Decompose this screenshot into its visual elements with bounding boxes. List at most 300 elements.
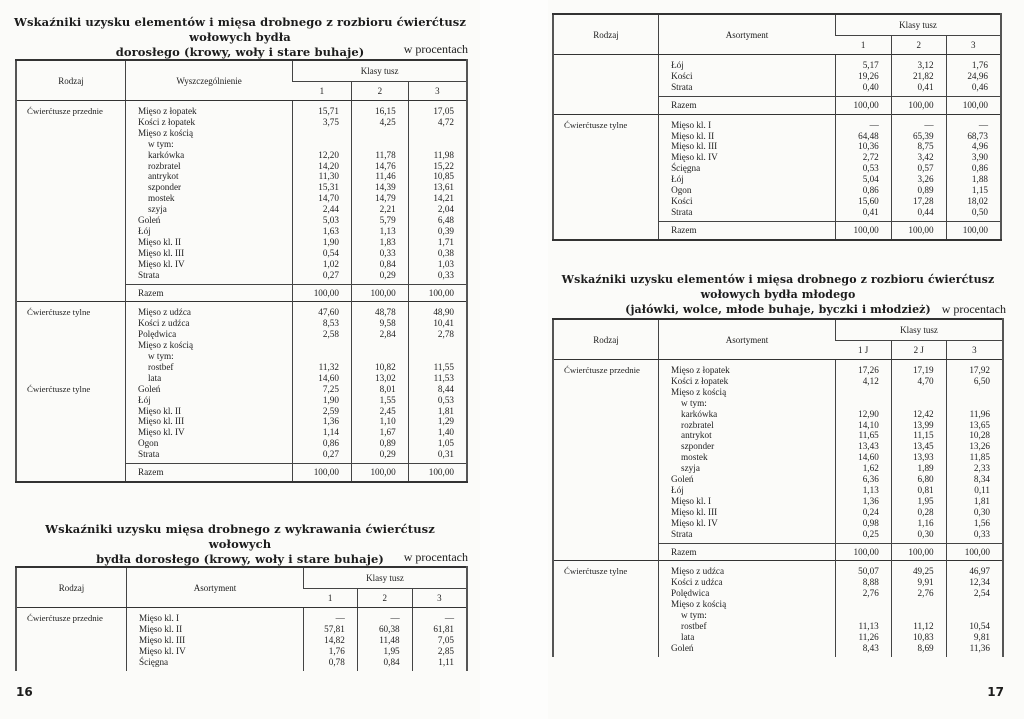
row-label: rostbef — [659, 621, 836, 632]
cell-class-3: 0,30 — [946, 507, 1003, 518]
cell-class-3: 2,33 — [946, 463, 1003, 474]
cell-class-1: 17,26 — [835, 360, 891, 376]
row-category — [16, 226, 125, 237]
cell-class-2: 11,15 — [891, 430, 946, 441]
row-label: Goleń — [659, 474, 836, 485]
row-label: Strata — [125, 449, 292, 463]
row-category — [16, 259, 125, 270]
total-class-1: 100,00 — [835, 96, 891, 114]
table-row — [16, 237, 467, 248]
cell-class-3: 1,56 — [946, 518, 1003, 529]
cell-class-1 — [835, 610, 891, 621]
row-label: Ścięgna — [659, 163, 836, 174]
table-row — [553, 485, 1003, 496]
cell-class-3: 0,33 — [408, 270, 467, 284]
table3 — [552, 318, 1004, 657]
table-row — [16, 318, 467, 329]
cell-class-1: 0,53 — [835, 163, 891, 174]
cell-class-3: 13,26 — [946, 441, 1003, 452]
row-category — [553, 398, 659, 409]
total-label: Razem — [659, 221, 836, 239]
table-row — [16, 302, 467, 318]
row-label: Kości — [659, 71, 836, 82]
row-label: Ogon — [125, 438, 292, 449]
cell-class-3: 1,81 — [946, 496, 1003, 507]
row-category — [553, 420, 659, 431]
cell-class-3: 14,21 — [408, 193, 467, 204]
cell-class-3: 11,85 — [946, 452, 1003, 463]
column-header-class-2: 2 — [891, 36, 946, 55]
cell-class-2: 14,76 — [351, 161, 408, 172]
cell-class-3: 68,73 — [946, 131, 1001, 142]
cell-class-2 — [891, 398, 946, 409]
cell-class-1: 10,36 — [835, 141, 891, 152]
cell-class-1: 12,20 — [293, 150, 352, 161]
row-category: Ćwierćtusze tylne — [553, 114, 659, 130]
column-header-klasy-tusz: Klasy tusz — [835, 319, 1003, 341]
cell-class-1: 5,04 — [835, 174, 891, 185]
row-category — [16, 318, 125, 329]
cell-class-1: 11,32 — [293, 362, 352, 373]
cell-class-3: — — [412, 608, 467, 624]
table-row — [553, 632, 1003, 643]
cell-class-1: 2,59 — [293, 406, 352, 417]
cell-class-3: 4,96 — [946, 141, 1001, 152]
cell-class-1: 2,72 — [835, 152, 891, 163]
table-row — [16, 139, 467, 150]
table-row — [553, 452, 1003, 463]
table-row — [16, 117, 467, 128]
cell-class-2: 2,76 — [891, 588, 946, 599]
table-row — [16, 329, 467, 340]
column-header-class-3: 3 — [946, 341, 1003, 360]
row-label: mostek — [125, 193, 292, 204]
cell-class-2: 8,01 — [351, 384, 408, 395]
cell-class-1: 4,12 — [835, 376, 891, 387]
table3-title-line1: Wskaźniki uzysku elementów i mięsa drobnego z rozbioru ćwierćtusz wołowych bydła młodego — [561, 273, 995, 301]
table1-unit: w procentach — [403, 42, 468, 56]
cell-class-2: 1,13 — [351, 226, 408, 237]
row-category — [16, 646, 127, 657]
row-category: Ćwierćtusze tylne — [553, 561, 659, 577]
cell-class-2: 4,25 — [351, 117, 408, 128]
table-row — [553, 152, 1001, 163]
cell-class-2: 49,25 — [891, 561, 946, 577]
cell-class-2: 21,82 — [891, 71, 946, 82]
cell-class-2: 48,78 — [351, 302, 408, 318]
cell-class-3: 11,55 — [408, 362, 467, 373]
table-row — [553, 360, 1003, 376]
cell-class-3: 0,11 — [946, 485, 1003, 496]
table-row — [16, 624, 467, 635]
column-header-class-1: 1 — [835, 36, 891, 55]
table3-title — [548, 272, 1008, 317]
row-category — [16, 438, 125, 449]
page-number-left: 16 — [16, 685, 33, 699]
table-row — [553, 420, 1003, 431]
total-class-1: 100,00 — [293, 284, 352, 302]
cell-class-1: 1,76 — [303, 646, 357, 657]
cell-class-2: 65,39 — [891, 131, 946, 142]
row-category — [553, 185, 659, 196]
cell-class-2: 11,12 — [891, 621, 946, 632]
cell-class-2: 13,02 — [351, 373, 408, 384]
total-class-2: 100,00 — [891, 96, 946, 114]
row-category — [553, 632, 659, 643]
cell-class-1 — [293, 340, 352, 351]
column-header-klasy-tusz: Klasy tusz — [293, 60, 467, 82]
cell-class-1: 11,13 — [835, 621, 891, 632]
cell-class-3: 24,96 — [946, 71, 1001, 82]
cell-class-2: 3,26 — [891, 174, 946, 185]
row-category — [16, 427, 125, 438]
cell-class-3: 7,05 — [412, 635, 467, 646]
table-row — [553, 518, 1003, 529]
row-label: Łój — [125, 395, 292, 406]
cell-class-3: 11,36 — [946, 643, 1003, 657]
table-row — [16, 635, 467, 646]
cell-class-1: 14,70 — [293, 193, 352, 204]
row-category: Ćwierćtusze tylne — [16, 302, 125, 318]
table1-title-line2: dorosłego (krowy, woły i stare buhaje) — [115, 45, 365, 59]
cell-class-3: 0,31 — [408, 449, 467, 463]
row-category — [16, 362, 125, 373]
cell-class-2: 0,84 — [357, 657, 412, 671]
row-category — [553, 529, 659, 543]
row-category — [16, 171, 125, 182]
total-class-1: 100,00 — [835, 543, 891, 561]
cell-class-3: 10,54 — [946, 621, 1003, 632]
cell-class-2: 0,57 — [891, 163, 946, 174]
cell-class-3: 17,92 — [946, 360, 1003, 376]
row-label: Ścięgna — [127, 657, 304, 671]
column-header-class-3: 3 — [412, 589, 467, 608]
cell-class-3: 10,85 — [408, 171, 467, 182]
cell-class-3: 11,98 — [408, 150, 467, 161]
page-number-right: 17 — [987, 685, 1004, 699]
cell-class-2: 5,79 — [351, 215, 408, 226]
total-row — [16, 464, 467, 482]
column-header-class-2: 2 — [357, 589, 412, 608]
row-category — [16, 284, 125, 302]
table-row — [16, 449, 467, 463]
row-category — [553, 543, 659, 561]
row-label: Mięso kl. IV — [127, 646, 304, 657]
column-header-class-1: 1 — [293, 82, 352, 101]
row-label: rostbef — [125, 362, 292, 373]
total-class-2: 100,00 — [351, 464, 408, 482]
cell-class-3: 61,81 — [412, 624, 467, 635]
table-row — [16, 395, 467, 406]
row-label: Mięso kl. II — [127, 624, 304, 635]
table-row — [16, 362, 467, 373]
cell-class-3: 2,78 — [408, 329, 467, 340]
column-header-class-3: 3 — [946, 36, 1001, 55]
column-header-class-2: 2 — [351, 82, 408, 101]
table1-title-line1: Wskaźniki uzysku elementów i mięsa drobnego z rozbioru ćwierćtusz wołowych bydła — [14, 15, 467, 44]
column-header-rodzaj: Rodzaj — [553, 14, 659, 55]
cell-class-3: 1,40 — [408, 427, 467, 438]
cell-class-2: 0,28 — [891, 507, 946, 518]
row-label: Kości z łopatek — [659, 376, 836, 387]
row-category — [16, 351, 125, 362]
row-label: w tym: — [125, 139, 292, 150]
row-category — [16, 464, 125, 482]
cell-class-1: 5,03 — [293, 215, 352, 226]
total-class-2: 100,00 — [891, 221, 946, 239]
cell-class-2 — [891, 599, 946, 610]
cell-class-2: 1,10 — [351, 416, 408, 427]
cell-class-3 — [946, 398, 1003, 409]
cell-class-3: 3,90 — [946, 152, 1001, 163]
row-label: Mięso kl. III — [125, 416, 292, 427]
table-row — [16, 373, 467, 384]
row-label: Strata — [659, 529, 836, 543]
cell-class-2: 1,95 — [891, 496, 946, 507]
row-label: Polędwica — [659, 588, 836, 599]
cell-class-2: 13,45 — [891, 441, 946, 452]
table1 — [15, 59, 468, 483]
table-row — [553, 196, 1001, 207]
cell-class-3: 2,04 — [408, 204, 467, 215]
cell-class-3 — [408, 128, 467, 139]
row-label: Mięso kl. IV — [659, 518, 836, 529]
total-class-1: 100,00 — [293, 464, 352, 482]
table-row — [16, 248, 467, 259]
cell-class-3 — [408, 139, 467, 150]
cell-class-3 — [408, 340, 467, 351]
cell-class-2: 12,42 — [891, 409, 946, 420]
cell-class-3: 1,05 — [408, 438, 467, 449]
cell-class-1 — [835, 599, 891, 610]
row-label: Mięso kl. I — [659, 114, 836, 130]
cell-class-3: 1,15 — [946, 185, 1001, 196]
cell-class-1: — — [303, 608, 357, 624]
row-label: Strata — [125, 270, 292, 284]
cell-class-1: 11,26 — [835, 632, 891, 643]
row-category — [553, 485, 659, 496]
cell-class-2: 6,80 — [891, 474, 946, 485]
cell-class-1: 12,90 — [835, 409, 891, 420]
row-label: szyja — [125, 204, 292, 215]
row-label: Mięso kl. III — [659, 141, 836, 152]
table-row — [553, 430, 1003, 441]
row-label: Mięso z kością — [659, 599, 836, 610]
cell-class-1: 8,43 — [835, 643, 891, 657]
table-row — [16, 438, 467, 449]
cell-class-1: 1,90 — [293, 237, 352, 248]
cell-class-3: 4,72 — [408, 117, 467, 128]
cell-class-3: 11,96 — [946, 409, 1003, 420]
table-row — [16, 171, 467, 182]
row-category — [553, 131, 659, 142]
table-row — [553, 496, 1003, 507]
row-category — [16, 182, 125, 193]
row-label: karkówka — [125, 150, 292, 161]
row-category — [16, 139, 125, 150]
total-row — [553, 221, 1001, 239]
cell-class-1 — [293, 139, 352, 150]
cell-class-2: 2,45 — [351, 406, 408, 417]
row-label: Mięso kl. IV — [125, 259, 292, 270]
row-category — [16, 624, 127, 635]
cell-class-2 — [351, 351, 408, 362]
row-label: Goleń — [125, 215, 292, 226]
row-category — [16, 406, 125, 417]
row-category — [16, 395, 125, 406]
cell-class-2: 8,75 — [891, 141, 946, 152]
row-category — [16, 117, 125, 128]
row-category: Ćwierćtusze przednie — [27, 613, 103, 623]
cell-class-1: 5,17 — [835, 55, 891, 71]
row-label: Mięso kl. III — [125, 248, 292, 259]
row-category — [553, 463, 659, 474]
row-label: Mięso kl. IV — [125, 427, 292, 438]
cell-class-2: 2,84 — [351, 329, 408, 340]
cell-class-1: 2,44 — [293, 204, 352, 215]
cell-class-3: 1,03 — [408, 259, 467, 270]
row-label: Polędwica — [125, 329, 292, 340]
table-row — [553, 387, 1003, 398]
row-category: Ćwierćtusze przednie — [564, 365, 640, 375]
row-label: Ogon — [659, 185, 836, 196]
table2-continued — [552, 13, 1002, 241]
cell-class-1: 13,43 — [835, 441, 891, 452]
row-label: Mięso z łopatek — [125, 101, 292, 117]
row-category — [553, 474, 659, 485]
column-header-class-3: 3 — [408, 82, 467, 101]
cell-class-1: 8,53 — [293, 318, 352, 329]
row-label: Kości z udźca — [125, 318, 292, 329]
cell-class-1: 11,65 — [835, 430, 891, 441]
row-category — [16, 161, 125, 172]
table-row — [553, 561, 1003, 577]
cell-class-2: 8,69 — [891, 643, 946, 657]
cell-class-3: 9,81 — [946, 632, 1003, 643]
cell-class-3: 0,39 — [408, 226, 467, 237]
table-row — [16, 384, 467, 395]
cell-class-2: 1,95 — [357, 646, 412, 657]
row-label: w tym: — [659, 610, 836, 621]
table-row — [16, 416, 467, 427]
row-label: w tym: — [125, 351, 292, 362]
table-row — [553, 577, 1003, 588]
cell-class-2: 11,78 — [351, 150, 408, 161]
row-label: Mięso z łopatek — [659, 360, 836, 376]
cell-class-3 — [408, 351, 467, 362]
cell-class-1: 0,54 — [293, 248, 352, 259]
cell-class-1: 15,60 — [835, 196, 891, 207]
table-row — [553, 409, 1003, 420]
cell-class-3: 0,46 — [946, 82, 1001, 96]
cell-class-3: 0,38 — [408, 248, 467, 259]
row-label: Strata — [659, 207, 836, 221]
cell-class-1: 14,60 — [293, 373, 352, 384]
cell-class-2: 17,19 — [891, 360, 946, 376]
cell-class-2: 11,48 — [357, 635, 412, 646]
column-header-klasy-tusz: Klasy tusz — [303, 567, 467, 589]
row-category — [553, 82, 659, 96]
table-row — [16, 270, 467, 284]
table-row — [16, 657, 467, 671]
cell-class-2: 0,89 — [351, 438, 408, 449]
row-category — [16, 204, 125, 215]
total-row — [553, 96, 1001, 114]
page-gutter — [480, 0, 548, 719]
cell-class-1: 15,71 — [293, 101, 352, 117]
cell-class-1: 2,76 — [835, 588, 891, 599]
cell-class-1: 1,90 — [293, 395, 352, 406]
table-row — [553, 114, 1001, 130]
cell-class-2: 1,83 — [351, 237, 408, 248]
row-category — [553, 163, 659, 174]
cell-class-1 — [835, 398, 891, 409]
total-class-3: 100,00 — [946, 96, 1001, 114]
row-category — [553, 174, 659, 185]
cell-class-1: 15,31 — [293, 182, 352, 193]
row-category — [553, 643, 659, 657]
cell-class-2 — [351, 128, 408, 139]
cell-class-1: 0,25 — [835, 529, 891, 543]
total-label: Razem — [659, 96, 836, 114]
cell-class-3: 12,34 — [946, 577, 1003, 588]
row-label: Mięso z udźca — [125, 302, 292, 318]
cell-class-3: 6,50 — [946, 376, 1003, 387]
column-header-class-1: 1 J — [835, 341, 891, 360]
cell-class-1: 0,41 — [835, 207, 891, 221]
row-label: Mięso kl. IV — [659, 152, 836, 163]
cell-class-2: 14,39 — [351, 182, 408, 193]
row-label: Kości — [659, 196, 836, 207]
row-label: Mięso kl. I — [659, 496, 836, 507]
row-label: Mięso kl. III — [127, 635, 304, 646]
cell-class-1: 0,40 — [835, 82, 891, 96]
table-row — [553, 174, 1001, 185]
cell-class-3: 6,48 — [408, 215, 467, 226]
total-label: Razem — [125, 284, 292, 302]
cell-class-1: 1,02 — [293, 259, 352, 270]
table-row — [16, 351, 467, 362]
cell-class-2: 0,81 — [891, 485, 946, 496]
row-label: szponder — [125, 182, 292, 193]
cell-class-1: 0,98 — [835, 518, 891, 529]
total-row — [553, 543, 1003, 561]
column-header-class-1: 1 — [303, 589, 357, 608]
table-row — [16, 340, 467, 351]
cell-class-3 — [946, 387, 1003, 398]
row-label: lata — [125, 373, 292, 384]
total-class-2: 100,00 — [351, 284, 408, 302]
row-label: w tym: — [659, 398, 836, 409]
table-row — [553, 376, 1003, 387]
cell-class-3: 0,86 — [946, 163, 1001, 174]
table2 — [15, 566, 468, 671]
table-row — [553, 55, 1001, 71]
column-header-class-2: 2 J — [891, 341, 946, 360]
table-row — [16, 226, 467, 237]
cell-class-1: 1,63 — [293, 226, 352, 237]
row-label: szyja — [659, 463, 836, 474]
cell-class-1: 64,48 — [835, 131, 891, 142]
table-row — [553, 588, 1003, 599]
cell-class-3: 1,11 — [412, 657, 467, 671]
cell-class-3: 46,97 — [946, 561, 1003, 577]
row-label: Łój — [659, 55, 836, 71]
column-header-rodzaj: Rodzaj — [16, 60, 125, 101]
row-category — [16, 215, 125, 226]
table-row — [16, 128, 467, 139]
row-category — [553, 507, 659, 518]
